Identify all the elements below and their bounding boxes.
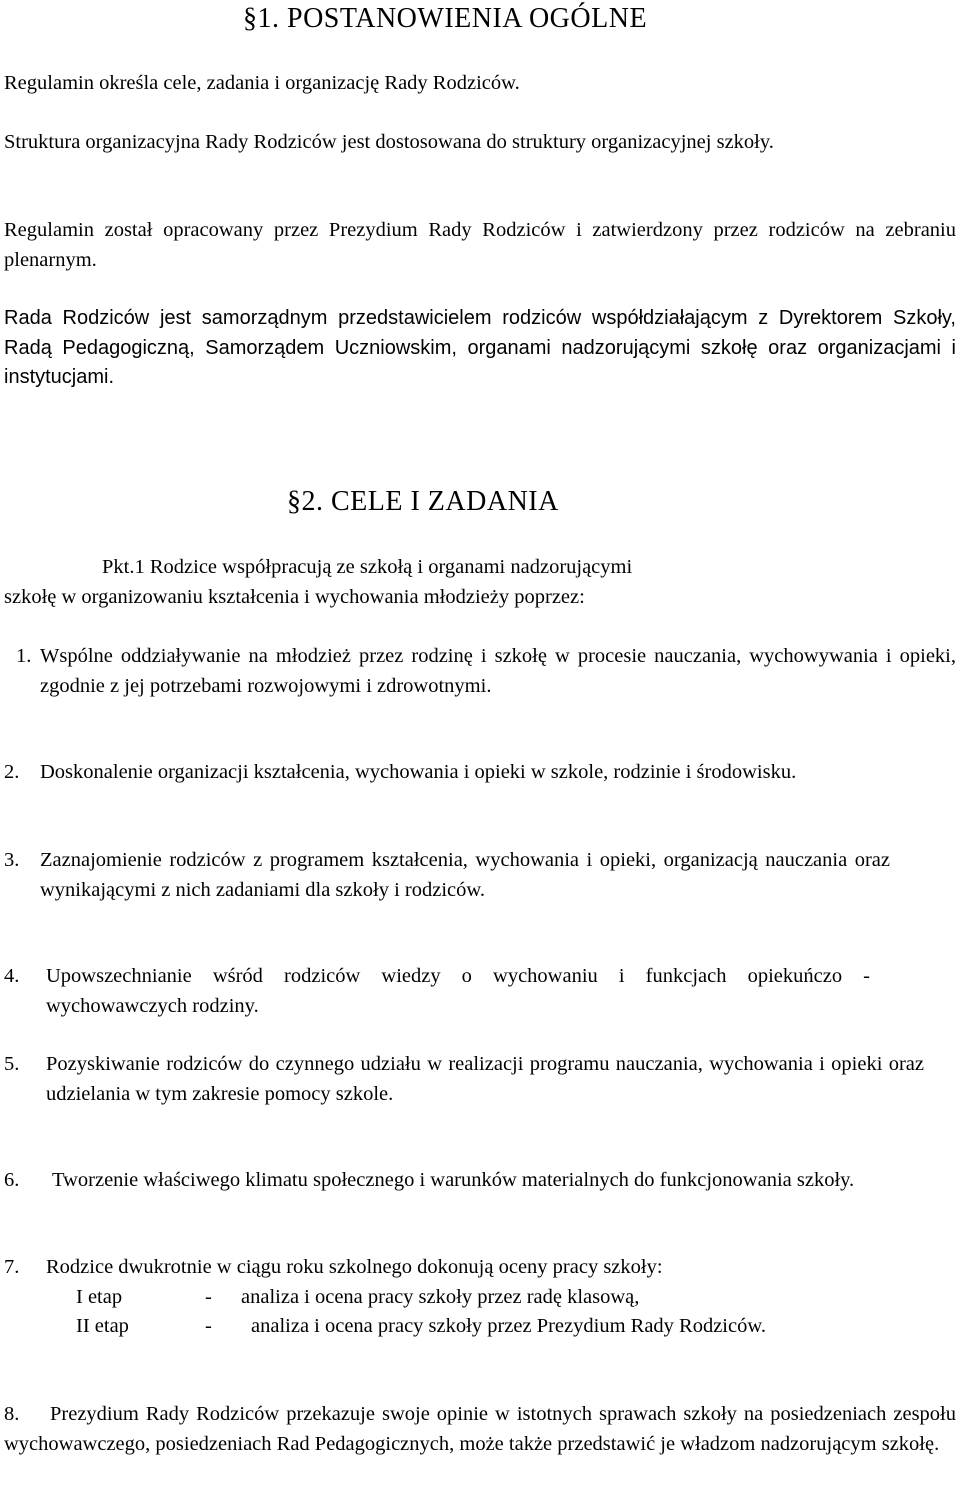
stage-label: I etap bbox=[76, 1286, 123, 1308]
list-item-text: Prezydium Rady Rodziców przekazuje swoje opinie w istotnych sprawach szkoły na posiedzeniach zespołu wychowawczego, posiedzeniach Rad Pedagogicznych, może także przedstawić je władzom nadzorującym szkołę. bbox=[4, 1403, 956, 1455]
section-2-title: §2. CELE I ZADANIA bbox=[287, 486, 559, 517]
list-item-number: 8. bbox=[4, 1403, 20, 1425]
list-item-number: 7. bbox=[4, 1256, 20, 1278]
stage-dash: - bbox=[205, 1315, 212, 1337]
list-item-text: Pozyskiwanie rodziców do czynnego udziału w realizacji programu nauczania, wychowania i opieki oraz udzielania w tym zakresie pomocy szkole. bbox=[46, 1053, 924, 1105]
list-item-text: Upowszechnianie wśród rodziców wiedzy o wychowaniu i funkcjach opiekuńczo - wychowawczych rodziny. bbox=[46, 965, 870, 1017]
section-1-paragraph-3: Regulamin został opracowany przez Prezydium Rady Rodziców i zatwierdzony przez rodziców na zebraniu plenarnym. bbox=[4, 219, 956, 271]
list-item-number: 4. bbox=[4, 965, 20, 987]
list-item-text: Tworzenie właściwego klimatu społecznego i warunków materialnych do funkcjonowania szkoły. bbox=[52, 1169, 855, 1191]
list-item-number: 5. bbox=[4, 1053, 20, 1075]
section-1-paragraph-4: Rada Rodziców jest samorządnym przedstawicielem rodziców współdziałającym z Dyrektorem Szkoły, Radą Pedagogiczną, Samorządem Uczniowskim, organami nadzorującymi szkołę oraz organizacjami i instytucjami. bbox=[4, 307, 956, 388]
list-item-number: 3. bbox=[4, 849, 20, 871]
list-item-number: 6. bbox=[4, 1169, 20, 1191]
list-item-text: Doskonalenie organizacji kształcenia, wychowania i opieki w szkole, rodzinie i środowisku. bbox=[40, 761, 797, 783]
list-item-text: Wspólne oddziaływanie na młodzież przez rodzinę i szkołę w procesie nauczania, wychowywania i opieki, zgodnie z jej potrzebami rozwojowymi i zdrowotnymi. bbox=[40, 645, 956, 697]
list-item-text: Zaznajomienie rodziców z programem kształcenia, wychowania i opieki, organizacją nauczania oraz wynikającymi z nich zadaniami dla szkoły i rodziców. bbox=[40, 849, 890, 901]
stage-label: II etap bbox=[76, 1315, 129, 1337]
section-1-paragraph-1: Regulamin określa cele, zadania i organizację Rady Rodziców. bbox=[4, 72, 520, 94]
section-2-intro-line-2: szkołę w organizowaniu kształcenia i wychowania młodzieży poprzez: bbox=[4, 586, 585, 608]
stage-text: analiza i ocena pracy szkoły przez radę klasową, bbox=[241, 1286, 640, 1308]
stage-dash: - bbox=[205, 1286, 212, 1308]
list-item-text: Rodzice dwukrotnie w ciągu roku szkolnego dokonują oceny pracy szkoły: bbox=[46, 1256, 663, 1278]
section-2-intro-line-1: Pkt.1 Rodzice współpracują ze szkołą i organami nadzorującymi bbox=[102, 556, 633, 578]
stage-text: analiza i ocena pracy szkoły przez Prezydium Rady Rodziców. bbox=[251, 1315, 766, 1337]
section-1-paragraph-2: Struktura organizacyjna Rady Rodziców jest dostosowana do struktury organizacyjnej szkoły. bbox=[4, 131, 774, 153]
list-item-number: 2. bbox=[4, 761, 20, 783]
section-1-title: §1. POSTANOWIENIA OGÓLNE bbox=[243, 3, 648, 34]
list-item-number: 1. bbox=[16, 645, 32, 667]
